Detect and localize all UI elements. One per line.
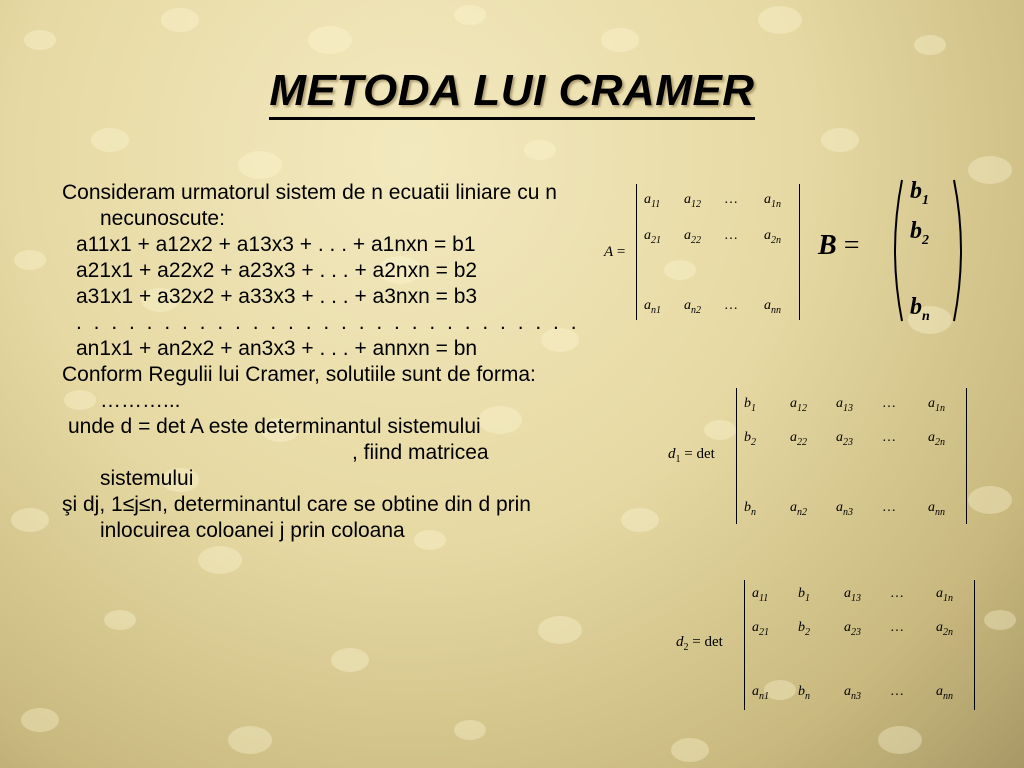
- dots-row: . . . . . . . . . . . . . . . . . . . . . . . . . . . . .: [76, 311, 580, 334]
- matrix-cell: $a_{12}$: [684, 192, 701, 210]
- det-definition: unde d = det A este determinantul sistemului: [68, 415, 481, 438]
- equation-1: a11x1 + a12x2 + a13x3 + . . . + a1nxn = b1: [76, 233, 476, 256]
- matrix-cell: $a_{11}$: [752, 586, 769, 604]
- slide-title: [0, 66, 1024, 116]
- matrix-cell: $a_{n2}$: [790, 500, 807, 518]
- system-word: sistemului: [100, 467, 194, 490]
- matrix-cell: $a_{1n}$: [936, 586, 953, 604]
- d1-left-bar: [736, 388, 737, 524]
- d2-label: $d_2 = \det$: [676, 634, 723, 653]
- background-dot: [24, 30, 56, 50]
- matrix-cell: $a_{2n}$: [936, 620, 953, 638]
- matrix-cell: $a_{n2}$: [684, 298, 701, 316]
- d1-label: $d_1 = \det$: [668, 446, 715, 465]
- matrix-cell: …: [882, 396, 896, 411]
- matrix-cell: …: [890, 620, 904, 635]
- background-dot: [621, 508, 659, 532]
- d1-right-bar: [966, 388, 967, 524]
- matrix-cell: $a_{n1}$: [644, 298, 661, 316]
- matrix-a: [604, 184, 804, 320]
- background-dot: [821, 128, 859, 152]
- matrix-cell: $a_{21}$: [644, 228, 661, 246]
- background-dot: [14, 250, 46, 270]
- matrix-a-left-bar: [636, 184, 637, 320]
- equation-2: a21x1 + a22x2 + a23x3 + . . . + a2nxn = b2: [76, 259, 478, 282]
- background-dot: [454, 5, 486, 25]
- matrix-cell: $a_{n3}$: [844, 684, 861, 702]
- matrix-b: [818, 178, 968, 323]
- background-dot: [238, 151, 282, 179]
- matrix-a-right-bar: [799, 184, 800, 320]
- determinant-d1: [668, 388, 968, 524]
- matrix-cell: $b_1$: [798, 586, 810, 604]
- matrix-cell: $a_{13}$: [844, 586, 861, 604]
- background-dot: [104, 610, 136, 630]
- matrix-cell: $a_{1n}$: [928, 396, 945, 414]
- matrix-cell: $a_{22}$: [684, 228, 701, 246]
- dj-definition: şi dj, 1≤j≤n, determinantul care se obtine din d prin inlocuirea coloanei j prin coloana: [62, 493, 531, 542]
- matrix-cell: $b_n$: [798, 684, 810, 702]
- matrix-cell: $a_{nn}$: [764, 298, 781, 316]
- background-dot: [671, 738, 709, 762]
- matrix-cell: $a_{22}$: [790, 430, 807, 448]
- determinant-d2: [676, 580, 976, 710]
- matrix-cell: $a_{2n}$: [928, 430, 945, 448]
- matrix-cell: $a_{23}$: [844, 620, 861, 638]
- equation-n: an1x1 + an2x2 + an3x3 + . . . + annxn = bn: [76, 337, 478, 360]
- background-dot: [524, 140, 556, 160]
- equation-3: a31x1 + a32x2 + a33x3 + . . . + a3nxn = b3: [76, 285, 478, 308]
- slide-body: [62, 180, 622, 544]
- matrix-cell: $a_{23}$: [836, 430, 853, 448]
- matrix-cell: $b_1$: [744, 396, 756, 414]
- matrix-cell: $a_{21}$: [752, 620, 769, 638]
- d2-left-bar: [744, 580, 745, 710]
- solution-ellipsis: ………...: [100, 389, 181, 412]
- cramer-rule-text: Conform Regulii lui Cramer, solutiile sunt de forma:: [62, 363, 536, 386]
- background-dot: [308, 26, 352, 54]
- background-dot: [538, 616, 582, 644]
- matrix-b-cell: $b_n$: [910, 294, 930, 324]
- background-dot: [758, 6, 802, 34]
- matrix-cell: …: [882, 430, 896, 445]
- matrix-cell: $a_{n1}$: [752, 684, 769, 702]
- matrix-cell: $a_{1n}$: [764, 192, 781, 210]
- background-dot: [228, 726, 272, 754]
- intro-text: Consideram urmatorul sistem de n ecuatii liniare cu n necunoscute:: [62, 181, 557, 230]
- matrix-a-label: A =: [604, 244, 626, 260]
- matrix-cell: …: [724, 298, 738, 313]
- background-dot: [331, 648, 369, 672]
- background-dot: [914, 35, 946, 55]
- matrix-cell: $a_{13}$: [836, 396, 853, 414]
- background-dot: [454, 720, 486, 740]
- matrix-cell: …: [890, 684, 904, 699]
- matrix-cell: $b_n$: [744, 500, 756, 518]
- matrix-cell: $a_{nn}$: [928, 500, 945, 518]
- background-dot: [968, 156, 1012, 184]
- matrix-cell: …: [724, 228, 738, 243]
- background-dot: [968, 486, 1012, 514]
- background-dot: [91, 128, 129, 152]
- matrix-cell: $a_{11}$: [644, 192, 661, 210]
- d2-right-bar: [974, 580, 975, 710]
- matrix-cell: $a_{nn}$: [936, 684, 953, 702]
- matrix-cell: $b_2$: [744, 430, 756, 448]
- background-dot: [601, 28, 639, 52]
- matrix-cell: $a_{n3}$: [836, 500, 853, 518]
- matrix-cell: …: [882, 500, 896, 515]
- matrix-b-cell: $b_2$: [910, 218, 929, 248]
- matrix-b-cell: $b_1$: [910, 178, 929, 208]
- slide-title-text: METODA LUI CRAMER: [269, 66, 754, 120]
- matrix-note: , fiind matricea: [352, 441, 489, 464]
- background-dot: [11, 508, 49, 532]
- matrix-cell: $a_{12}$: [790, 396, 807, 414]
- background-dot: [984, 610, 1016, 630]
- background-dot: [21, 708, 59, 732]
- matrix-cell: $a_{2n}$: [764, 228, 781, 246]
- matrix-cell: …: [890, 586, 904, 601]
- background-dot: [198, 546, 242, 574]
- background-dot: [161, 8, 199, 32]
- matrix-b-label: B =: [818, 230, 860, 261]
- matrix-cell: …: [724, 192, 738, 207]
- background-dot: [878, 726, 922, 754]
- matrix-cell: $b_2$: [798, 620, 810, 638]
